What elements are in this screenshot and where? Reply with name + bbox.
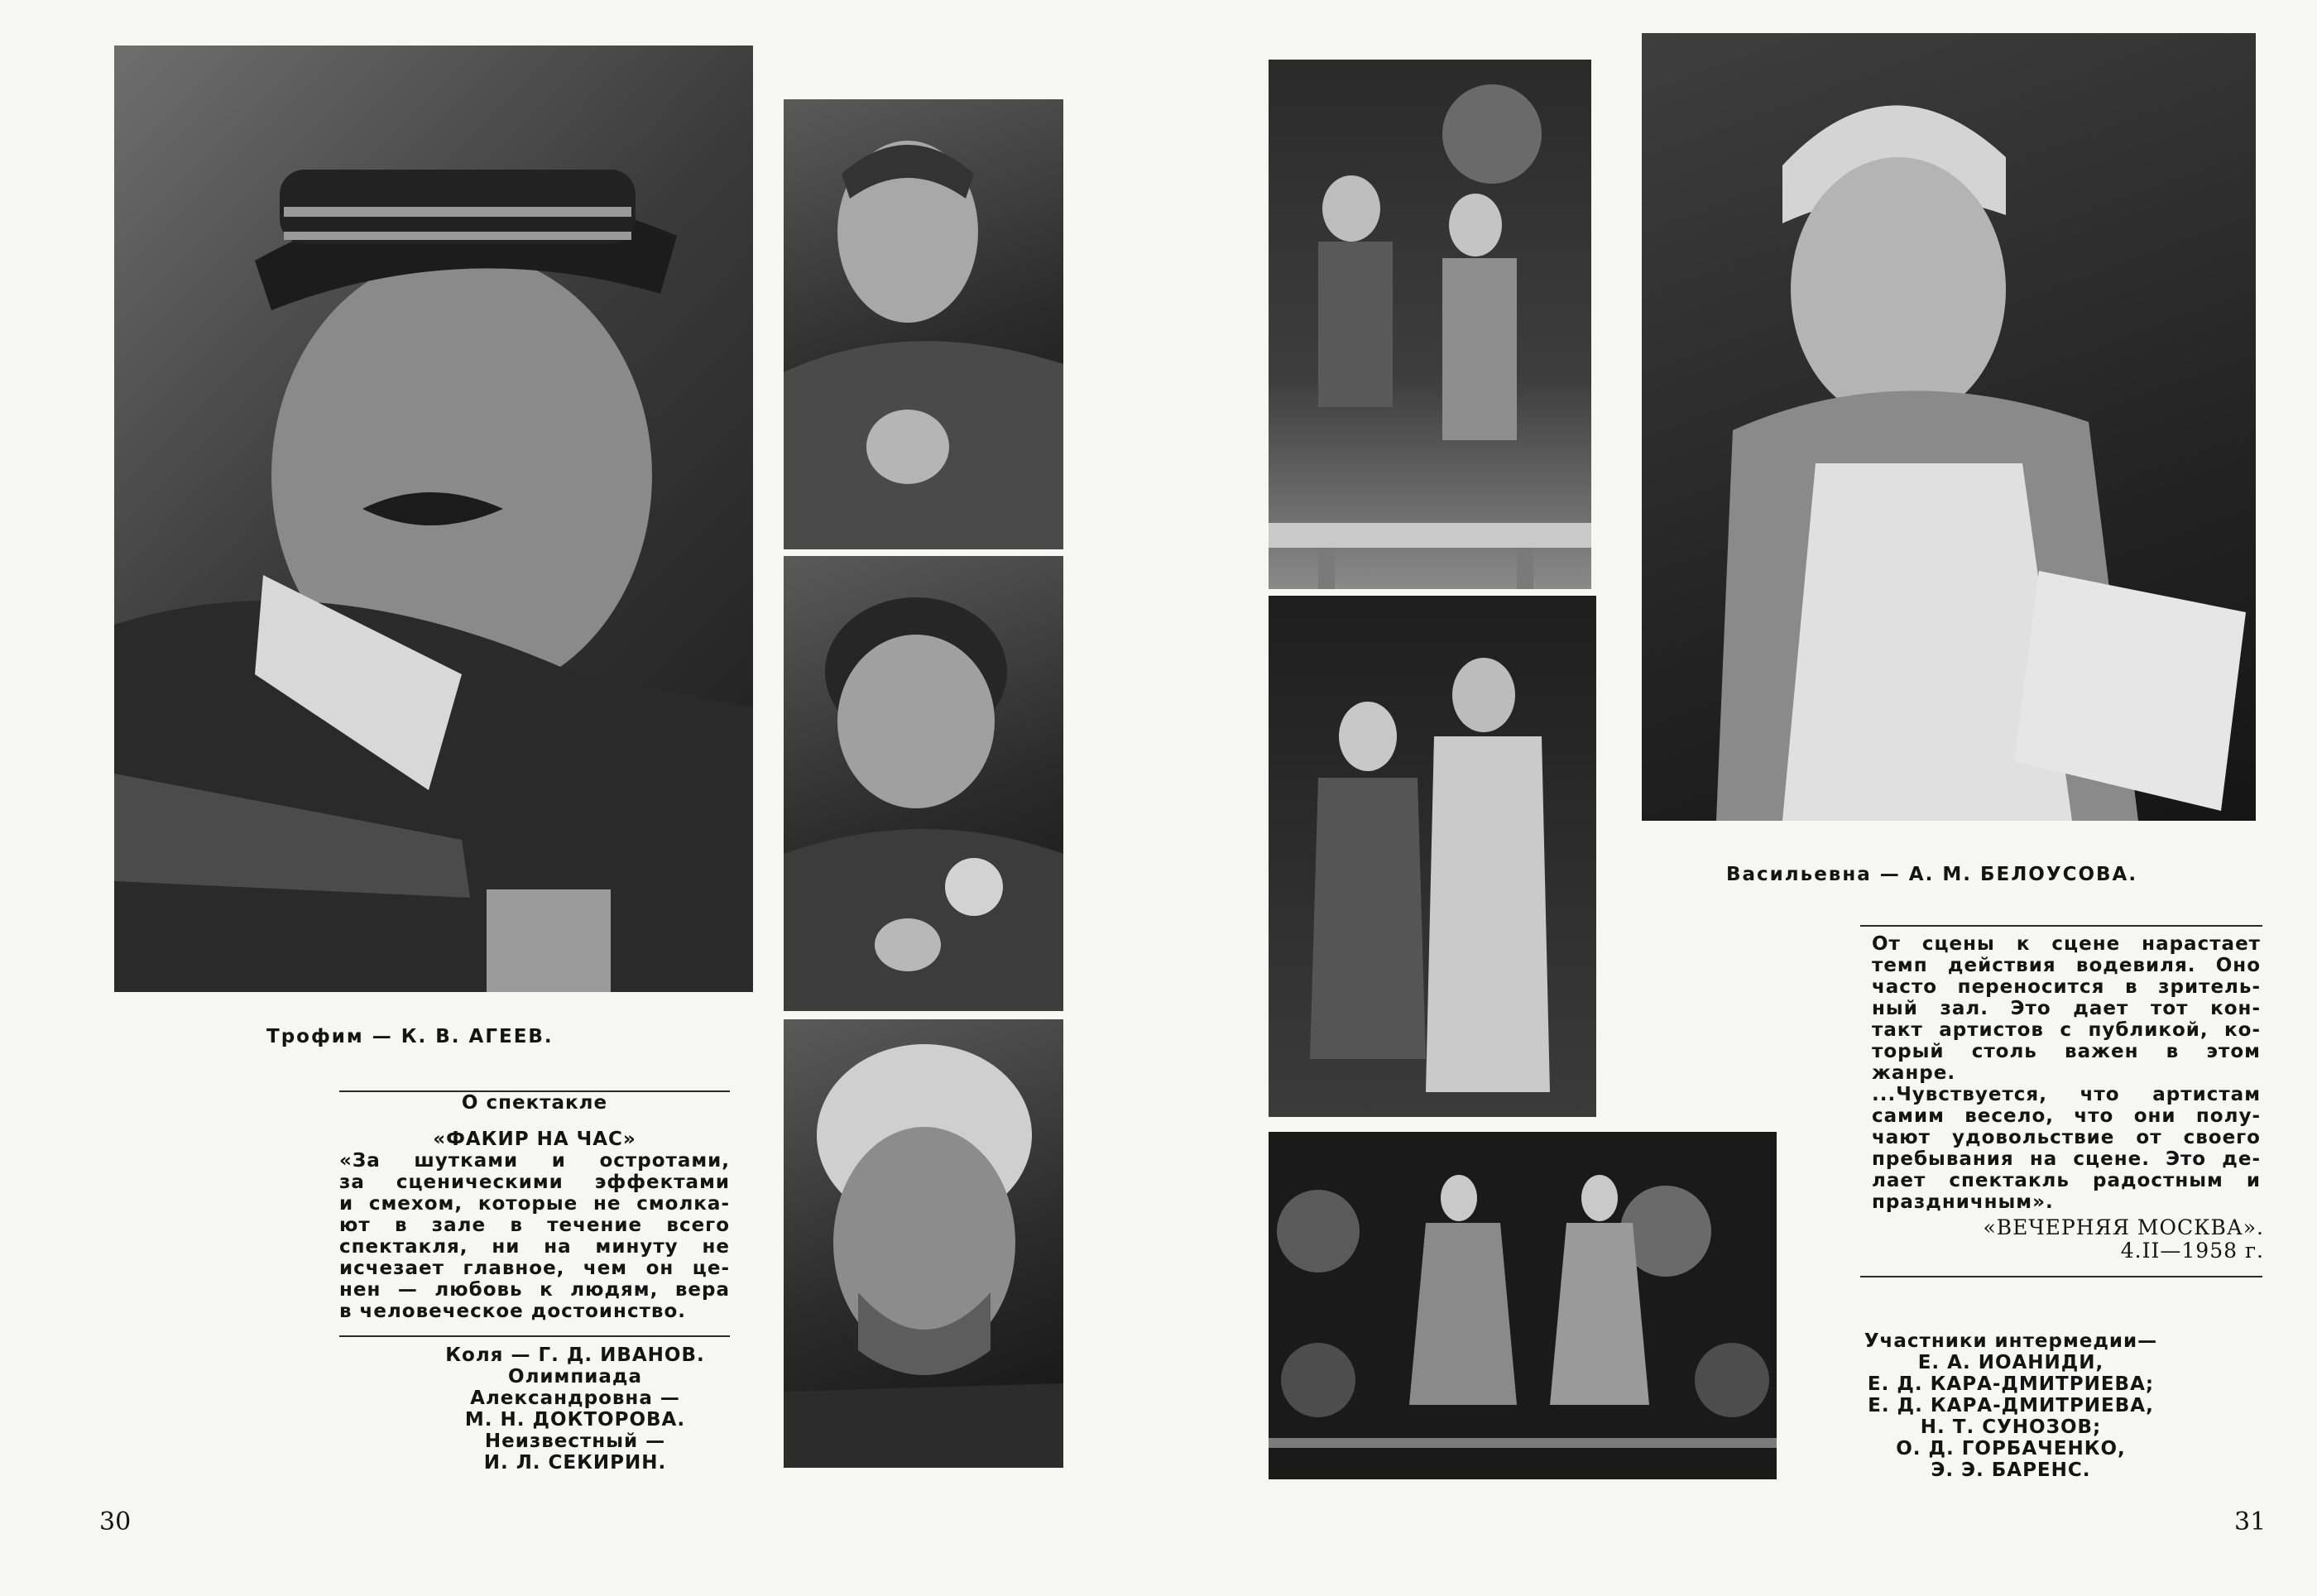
review-line: темп действия водевиля. Оно: [1872, 955, 2261, 976]
about-line: нен — любовь к людям, вера: [339, 1279, 730, 1301]
review-line: праздничным».: [1872, 1191, 2054, 1213]
intermedia-line: Е. Д. КАРА-ДМИТРИЕВА,: [1868, 1395, 2154, 1416]
cast-line: Александровна —: [470, 1388, 680, 1409]
review-line: такт артистов с публикой, ко-: [1872, 1019, 2261, 1041]
photo-vasilyevna: [1642, 33, 2256, 821]
about-quote: [339, 1150, 730, 1322]
stage-3-illustration: [1269, 1132, 1777, 1479]
about-line: спектакля, ни на минуту не: [339, 1236, 730, 1258]
stage-2-illustration: [1269, 596, 1596, 1117]
review-line: пребывания на сцене. Это де-: [1872, 1148, 2261, 1170]
about-line: ют в зале в течение всего: [339, 1215, 730, 1236]
about-line: исчезает главное, чем он це-: [339, 1258, 730, 1279]
intermedia-line: О. Д. ГОРБАЧЕНКО,: [1896, 1438, 2126, 1459]
intermedia-line: Э. Э. БАРЕНС.: [1931, 1459, 2091, 1481]
review-line: часто переносится в зритель-: [1872, 976, 2261, 998]
review-line: ...Чувствуется, что артистам: [1872, 1084, 2261, 1105]
about-title-block: [339, 1129, 730, 1150]
intermedia-heading: Участники интермедии—: [1864, 1330, 2158, 1352]
review-line: жанре.: [1872, 1062, 1956, 1084]
review-paragraph-1: [1872, 933, 2261, 1084]
trofim-illustration: [114, 46, 753, 992]
photo-stage-3: [1269, 1132, 1777, 1479]
about-title: «ФАКИР НА ЧАС»: [433, 1129, 636, 1150]
about-line: за сценическими эффектами: [339, 1172, 730, 1193]
intermedia-participants: [1829, 1330, 2193, 1481]
about-heading: О спектакле: [461, 1092, 608, 1114]
photo-trofim: [114, 46, 753, 992]
review-line: От сцены к сцене нарастает: [1872, 933, 2261, 955]
intermedia-line: Е. Д. КАРА-ДМИТРИЕВА;: [1867, 1373, 2155, 1395]
review-line: самим весело, что они полу-: [1872, 1105, 2261, 1127]
photo-stage-2: [1269, 596, 1596, 1117]
divider-bottom-right: [1860, 1276, 2262, 1277]
photo-kolya: [784, 99, 1063, 549]
page-number-right: 31: [2234, 1507, 2267, 1536]
stage-1-illustration: [1269, 60, 1591, 589]
photo-stage-1: [1269, 60, 1591, 589]
cast-line: И. Л. СЕКИРИН.: [483, 1452, 667, 1474]
review-source: «ВЕЧЕРНЯЯ МОСКВА».: [1983, 1215, 2264, 1239]
review-line: чают удовольствие от своего: [1872, 1127, 2261, 1148]
cast-line: Олимпиада: [508, 1366, 642, 1388]
about-line: «За шутками и остротами,: [339, 1150, 730, 1172]
photo-olimpiada: [784, 556, 1063, 1011]
review-line: торый столь важен в этом: [1872, 1041, 2261, 1062]
neizvestny-illustration: [784, 1019, 1063, 1468]
about-line: и смехом, которые не смолка-: [339, 1193, 730, 1215]
review-source-block: [1872, 1216, 2264, 1263]
page-number-left: 30: [99, 1507, 132, 1536]
review-line: ный зал. Это дает тот кон-: [1872, 998, 2261, 1019]
about-line: в человеческое достоинство.: [339, 1301, 686, 1322]
about-heading-block: [339, 1092, 730, 1114]
cast-list-left: [414, 1344, 736, 1474]
caption-trofim: Трофим — К. В. АГЕЕВ.: [266, 1026, 554, 1047]
caption-vasilyevna: Васильевна — А. М. БЕЛОУСОВА.: [1726, 864, 2138, 885]
cast-line: М. Н. ДОКТОРОВА.: [464, 1409, 686, 1431]
review-line: лает спектакль радостным и: [1872, 1170, 2261, 1191]
intermedia-line: Е. А. ИОАНИДИ,: [1917, 1352, 2104, 1373]
photo-neizvestny: [784, 1019, 1063, 1468]
divider-bottom-left: [339, 1335, 730, 1337]
review-date: 4.II—1958 г.: [2120, 1239, 2264, 1263]
divider-top-right: [1860, 925, 2262, 927]
review-paragraph-2: [1872, 1084, 2261, 1213]
cast-line: Коля — Г. Д. ИВАНОВ.: [445, 1344, 705, 1366]
kolya-illustration: [784, 99, 1063, 549]
olimpiada-illustration: [784, 556, 1063, 1011]
intermedia-line: Н. Т. СУНОЗОВ;: [1920, 1416, 2102, 1438]
cast-line: Неизвестный —: [484, 1431, 666, 1452]
vasilyevna-illustration: [1642, 33, 2256, 821]
